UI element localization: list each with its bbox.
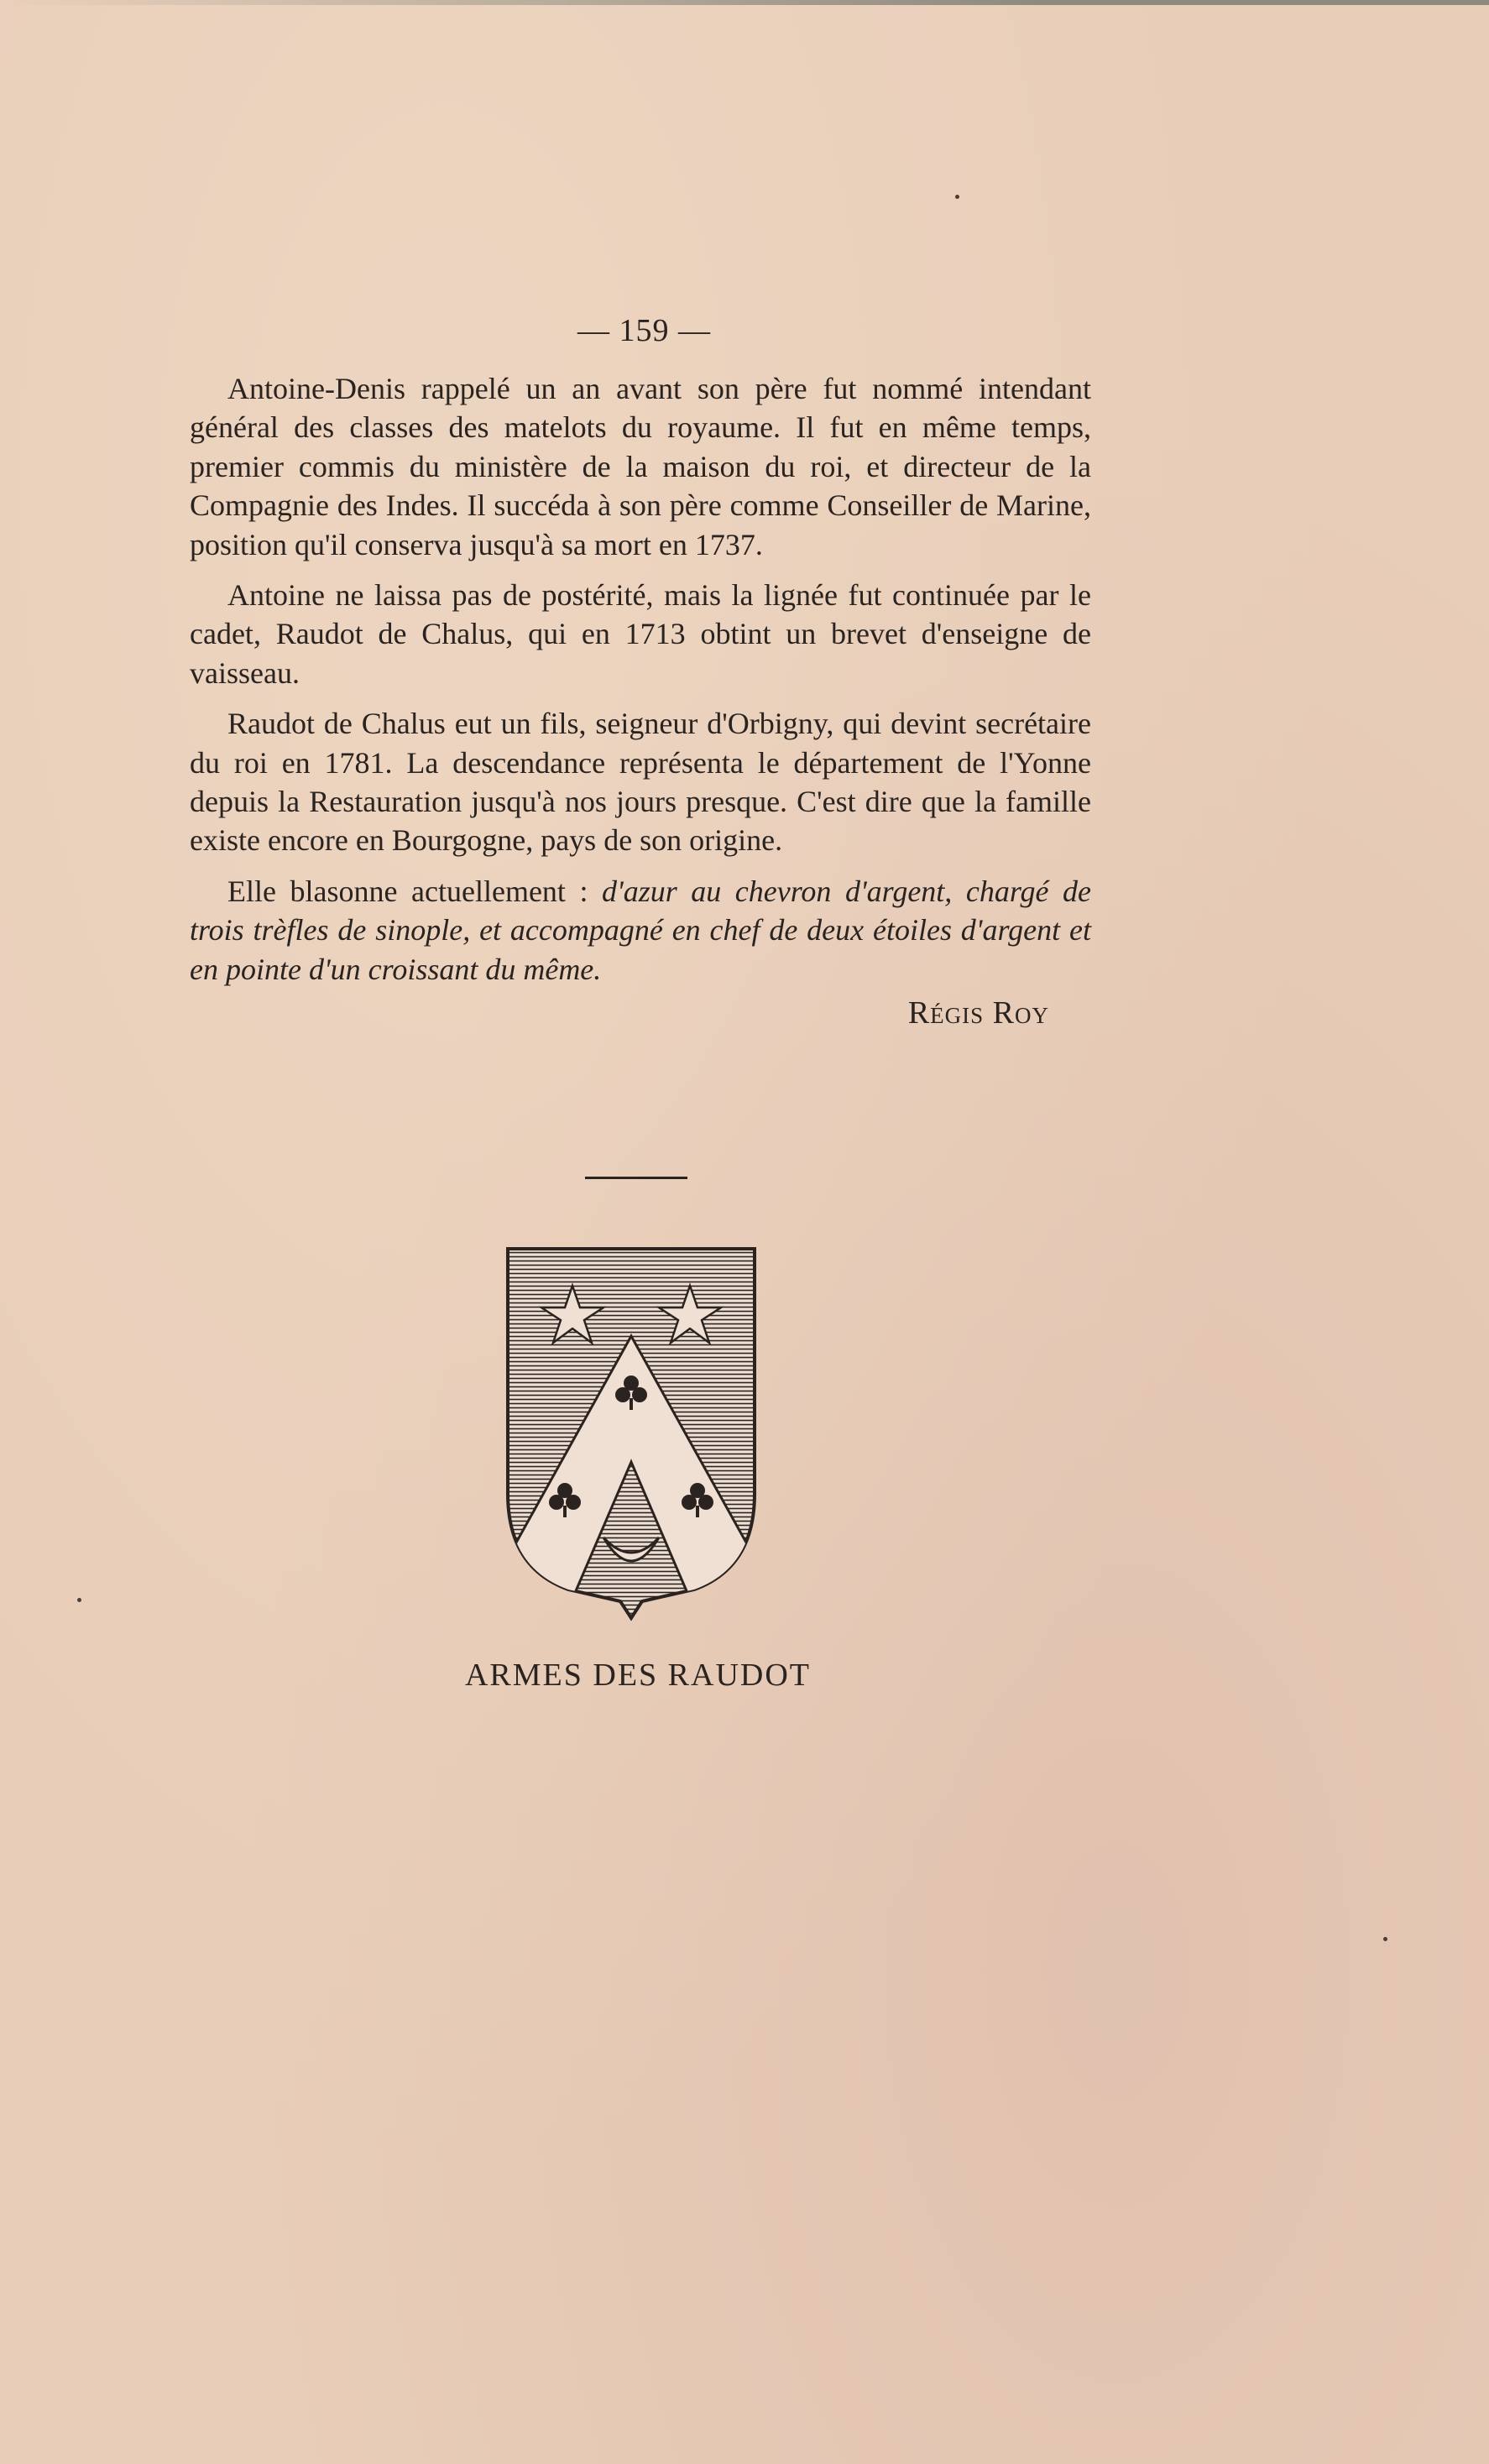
ink-speck [1383, 1937, 1387, 1941]
paragraph-blazon [190, 872, 1091, 989]
paragraph-antoine-denis: Antoine-Denis rappelé un an avant son père fut nommé intendant général des classes des matelots du royaume. Il fut en même temps, premier commis du ministère de la maison du roi, et directeur de la Compagnie des Indes. Il succéda à son père comme Conseiller de Marine, position qu'il conserva jusqu'à sa mort en 1737. [190, 372, 1091, 561]
blazon-intro: Elle blasonne actuellement : [227, 874, 602, 908]
ink-speck [955, 195, 959, 199]
blazon-description: d'azur au chevron d'argent, chargé de trois trèfles de sinople, et accompagné en chef de deux étoiles d'argent et en pointe d'un croissant du même. [190, 874, 1091, 986]
coat-of-arms [501, 1242, 761, 1628]
paragraph-lineage: Antoine ne laissa pas de postérité, mais la lignée fut continuée par le cadet, Raudot de Chalus, qui en 1713 obtint un brevet d'enseigne de vaisseau. [190, 578, 1091, 690]
section-divider [585, 1177, 687, 1179]
author-signature: Régis Roy [907, 995, 1049, 1031]
figure-caption: ARMES DES RAUDOT [464, 1657, 812, 1693]
page-top-edge [0, 0, 1489, 5]
page-number: — 159 — [577, 313, 711, 348]
paragraph-descendants: Raudot de Chalus eut un fils, seigneur d'Orbigny, qui devint secrétaire du roi en 1781. La descendance représenta le département de l'Yonne depuis la Restauration jusqu'à nos jours presque. C'est dire que la famille existe encore en Bourgogne, pays de son origine. [190, 707, 1091, 858]
ink-speck [77, 1598, 81, 1602]
body-text [190, 369, 1091, 1033]
